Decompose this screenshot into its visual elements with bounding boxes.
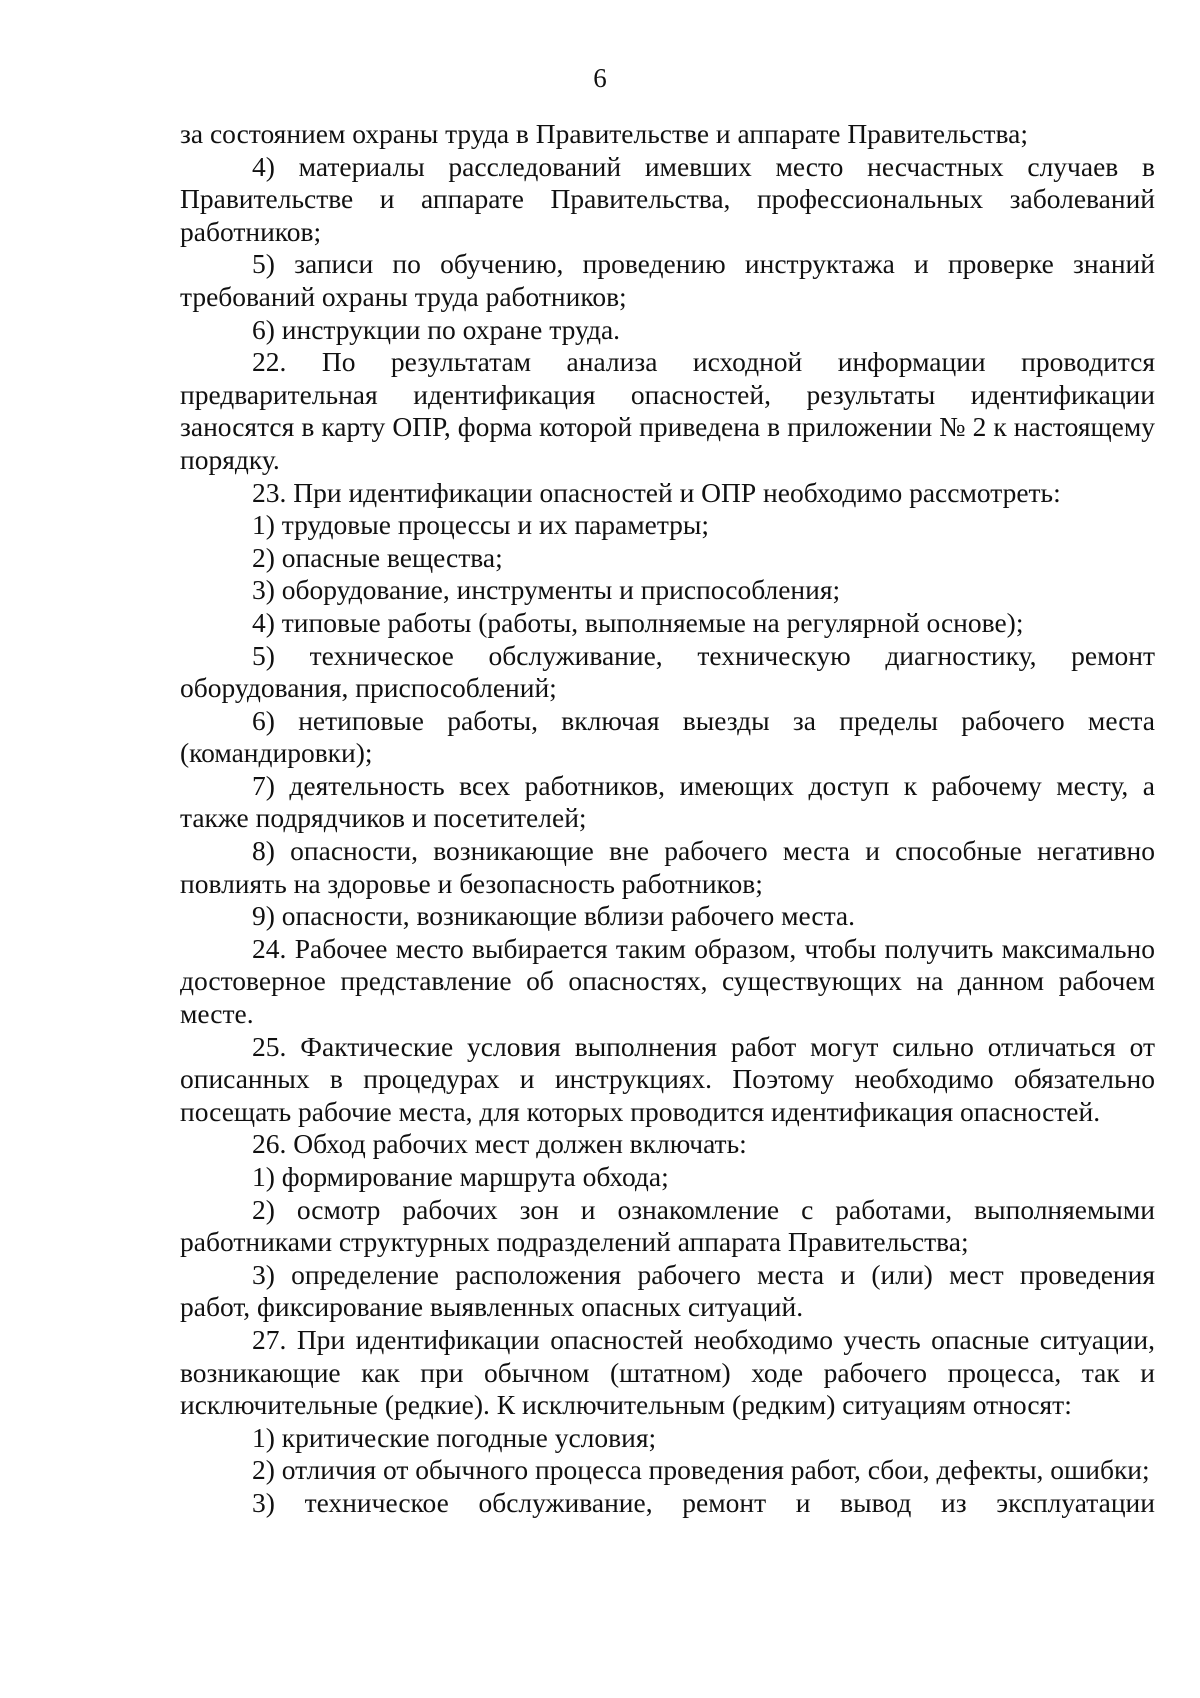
- paragraph: 25. Фактические условия выполнения работ могут сильно отличаться от описанных в процедурах и инструкциях. Поэтому необходимо обязательно посещать рабочие места, для которых проводится идентификация опасностей.: [180, 1030, 1155, 1127]
- paragraph: 22. По результатам анализа исходной информации проводится предварительная идентификация опасностей, результаты идентификации заносятся в карту ОПР, форма которой приведена в приложении № 2 к настоящему порядку.: [180, 346, 1155, 475]
- paragraph: 23. При идентификации опасностей и ОПР необходимо рассмотреть:: [252, 476, 1061, 508]
- document-body: [180, 118, 1155, 1520]
- paragraph: 1) формирование маршрута обхода;: [252, 1161, 669, 1192]
- paragraph: 7) деятельность всех работников, имеющих доступ к рабочему месту, а также подрядчиков и посетителей;: [180, 769, 1155, 834]
- paragraph: 26. Обход рабочих мест должен включать:: [252, 1128, 747, 1160]
- paragraph: 9) опасности, возникающие вблизи рабочего места.: [252, 900, 856, 932]
- paragraph: 4) типовые работы (работы, выполняемые на регулярной основе);: [252, 606, 1024, 638]
- paragraph: 2) осмотр рабочих зон и ознакомление с работами, выполняемыми работниками структурных подразделений аппарата Правительства;: [180, 1193, 1155, 1258]
- paragraph: за состоянием охраны труда в Правительстве и аппарате Правительства;: [180, 118, 1029, 149]
- paragraph: 4) материалы расследований имевших место несчастных случаев в Правительстве и аппарате Правительства, профессиональных заболеваний работников;: [180, 150, 1155, 247]
- paragraph: 1) критические погодные условия;: [252, 1421, 657, 1453]
- paragraph: 3) определение расположения рабочего места и (или) мест проведения работ, фиксирование выявленных опасных ситуаций.: [180, 1258, 1155, 1323]
- page-number: 6: [593, 63, 607, 93]
- paragraph: 2) опасные вещества;: [252, 541, 503, 573]
- paragraph: 6) инструкции по охране труда.: [252, 313, 621, 345]
- paragraph: 5) записи по обучению, проведению инструктажа и проверке знаний требований охраны труда работников;: [180, 248, 1155, 312]
- paragraph: 27. При идентификации опасностей необходимо учесть опасные ситуации, возникающие как при обычном (штатном) ходе рабочего процесса, так и исключительные (редкие). К исключительным (редким) ситуациям относят:: [180, 1323, 1155, 1421]
- paragraph: 2) отличия от обычного процесса проведения работ, сбои, дефекты, ошибки;: [252, 1454, 1150, 1486]
- paragraph: 8) опасности, возникающие вне рабочего места и способные негативно повлиять на здоровье и безопасность работников;: [180, 835, 1155, 899]
- paragraph: 5) техническое обслуживание, техническую диагностику, ремонт оборудования, приспособлений;: [180, 639, 1155, 704]
- paragraph: 24. Рабочее место выбирается таким образом, чтобы получить максимально достоверное представление об опасностях, существующих на данном рабочем месте.: [180, 932, 1155, 1030]
- paragraph: 3) техническое обслуживание, ремонт и вывод из эксплуатации: [252, 1486, 1155, 1518]
- paragraph: 6) нетиповые работы, включая выезды за пределы рабочего места (командировки);: [180, 704, 1155, 769]
- paragraph: 1) трудовые процессы и их параметры;: [252, 509, 710, 541]
- paragraph: 3) оборудование, инструменты и приспособления;: [252, 574, 841, 606]
